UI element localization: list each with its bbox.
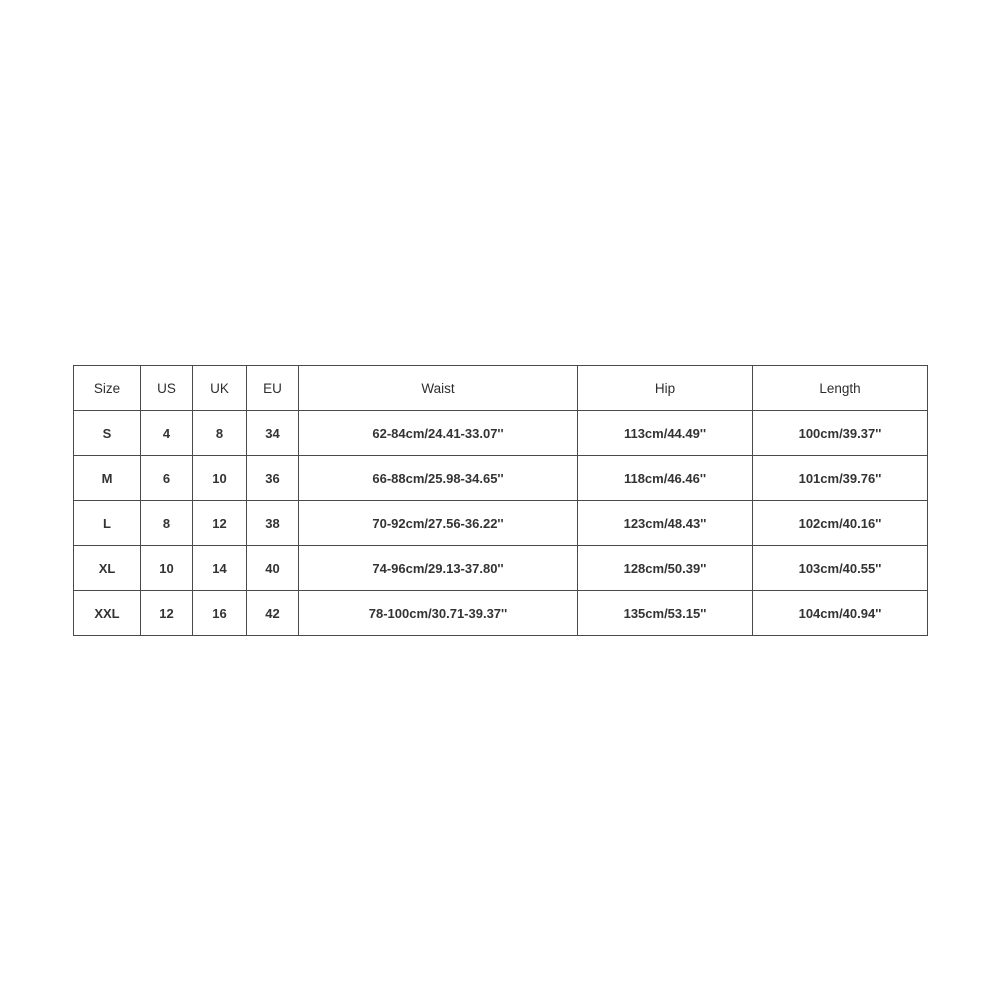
table-row xyxy=(74,546,928,591)
cell-uk: 16 xyxy=(193,591,247,636)
cell-hip: 128cm/50.39'' xyxy=(578,546,753,591)
size-chart-table xyxy=(73,365,928,636)
cell-size: XXL xyxy=(74,591,141,636)
table-row xyxy=(74,501,928,546)
header-uk: UK xyxy=(193,366,247,411)
cell-uk: 10 xyxy=(193,456,247,501)
cell-hip: 135cm/53.15'' xyxy=(578,591,753,636)
cell-eu: 36 xyxy=(247,456,299,501)
cell-length: 101cm/39.76'' xyxy=(753,456,928,501)
cell-hip: 123cm/48.43'' xyxy=(578,501,753,546)
cell-waist: 78-100cm/30.71-39.37'' xyxy=(299,591,578,636)
table-row xyxy=(74,456,928,501)
cell-hip: 118cm/46.46'' xyxy=(578,456,753,501)
header-length: Length xyxy=(753,366,928,411)
cell-us: 6 xyxy=(141,456,193,501)
cell-us: 4 xyxy=(141,411,193,456)
cell-length: 104cm/40.94'' xyxy=(753,591,928,636)
cell-size: L xyxy=(74,501,141,546)
cell-eu: 40 xyxy=(247,546,299,591)
cell-uk: 14 xyxy=(193,546,247,591)
cell-length: 103cm/40.55'' xyxy=(753,546,928,591)
cell-us: 12 xyxy=(141,591,193,636)
cell-length: 102cm/40.16'' xyxy=(753,501,928,546)
cell-hip: 113cm/44.49'' xyxy=(578,411,753,456)
cell-us: 10 xyxy=(141,546,193,591)
cell-size: S xyxy=(74,411,141,456)
table-row xyxy=(74,411,928,456)
cell-us: 8 xyxy=(141,501,193,546)
header-hip: Hip xyxy=(578,366,753,411)
cell-eu: 42 xyxy=(247,591,299,636)
cell-waist: 74-96cm/29.13-37.80'' xyxy=(299,546,578,591)
header-size: Size xyxy=(74,366,141,411)
header-waist: Waist xyxy=(299,366,578,411)
cell-eu: 34 xyxy=(247,411,299,456)
cell-size: M xyxy=(74,456,141,501)
cell-waist: 62-84cm/24.41-33.07'' xyxy=(299,411,578,456)
cell-size: XL xyxy=(74,546,141,591)
cell-waist: 70-92cm/27.56-36.22'' xyxy=(299,501,578,546)
cell-eu: 38 xyxy=(247,501,299,546)
cell-uk: 8 xyxy=(193,411,247,456)
table-row xyxy=(74,591,928,636)
cell-length: 100cm/39.37'' xyxy=(753,411,928,456)
header-us: US xyxy=(141,366,193,411)
cell-uk: 12 xyxy=(193,501,247,546)
cell-waist: 66-88cm/25.98-34.65'' xyxy=(299,456,578,501)
header-eu: EU xyxy=(247,366,299,411)
table-header-row xyxy=(74,366,928,411)
